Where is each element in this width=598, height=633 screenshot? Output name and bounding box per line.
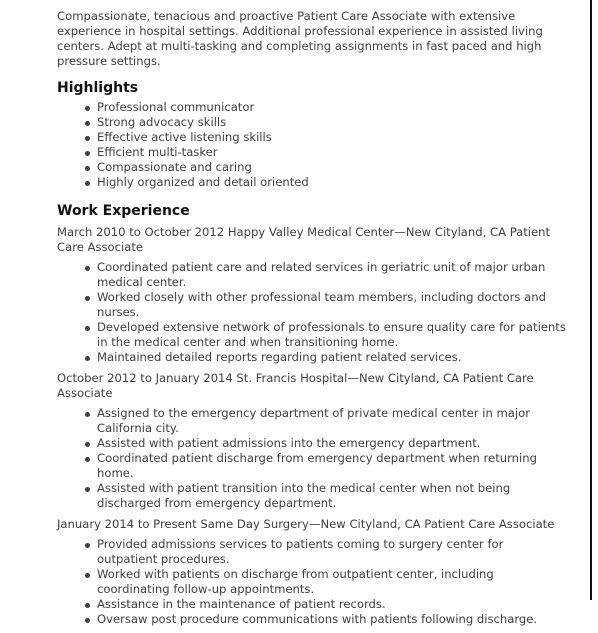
highlights-list: [57, 100, 567, 190]
job-header: October 2012 to January 2014 St. Francis Hospital—New Cityland, CA Patient Care Associate: [57, 371, 534, 400]
highlights-heading: Highlights: [57, 80, 139, 96]
job-bullet: Assistance in the maintenance of patient records.: [97, 597, 567, 612]
job-bullet: Maintained detailed reports regarding patient related services.: [97, 350, 567, 365]
resume-content: [57, 9, 567, 633]
job-bullet: Assisted with patient transition into the medical center when not being discharged from emergency department.: [97, 481, 567, 511]
highlight-item: Efficient multi-tasker: [97, 145, 567, 160]
highlight-item: Effective active listening skills: [97, 130, 567, 145]
highlight-item: Strong advocacy skills: [97, 115, 567, 130]
job-bullet: Assisted with patient admissions into the emergency department.: [97, 436, 567, 451]
job-bullet: Provided admissions services to patients coming to surgery center for outpatient procedures.: [97, 537, 567, 567]
job-bullet: Assigned to the emergency department of private medical center in major California city.: [97, 406, 567, 436]
summary-paragraph: Compassionate, tenacious and proactive Patient Care Associate with extensive experience in hospital settings. Additional professional experience in assisted living centers. Adept at multi-tasking and completing assignments in fast paced and high pressure settings.: [57, 9, 543, 68]
highlight-item: Professional communicator: [97, 100, 567, 115]
job-bullet: Oversaw post procedure communications with patients following discharge.: [97, 612, 567, 627]
job-bullet: Developed extensive network of professionals to ensure quality care for patients in the medical center and when transitioning home.: [97, 320, 566, 349]
highlight-item: Compassionate and caring: [97, 160, 567, 175]
job-bullet: Worked with patients on discharge from outpatient center, including coordinating follow-up appointments.: [97, 567, 567, 597]
job-bullets: [57, 260, 567, 365]
job-bullet: Coordinated patient care and related services in geriatric unit of major urban medical center.: [97, 260, 567, 290]
job-bullets: [57, 406, 567, 511]
job-bullet: Coordinated patient discharge from emergency department when returning home.: [97, 451, 567, 481]
job-header: March 2010 to October 2012 Happy Valley Medical Center—New Cityland, CA Patient Care Associate: [57, 225, 551, 254]
job-bullet: Worked closely with other professional team members, including doctors and nurses.: [97, 290, 567, 320]
work-experience-heading: Work Experience: [57, 203, 190, 219]
job-bullets: [57, 537, 567, 627]
highlight-item: Highly organized and detail oriented: [97, 175, 567, 190]
job-header: January 2014 to Present Same Day Surgery—New Cityland, CA Patient Care Associate: [57, 517, 555, 531]
